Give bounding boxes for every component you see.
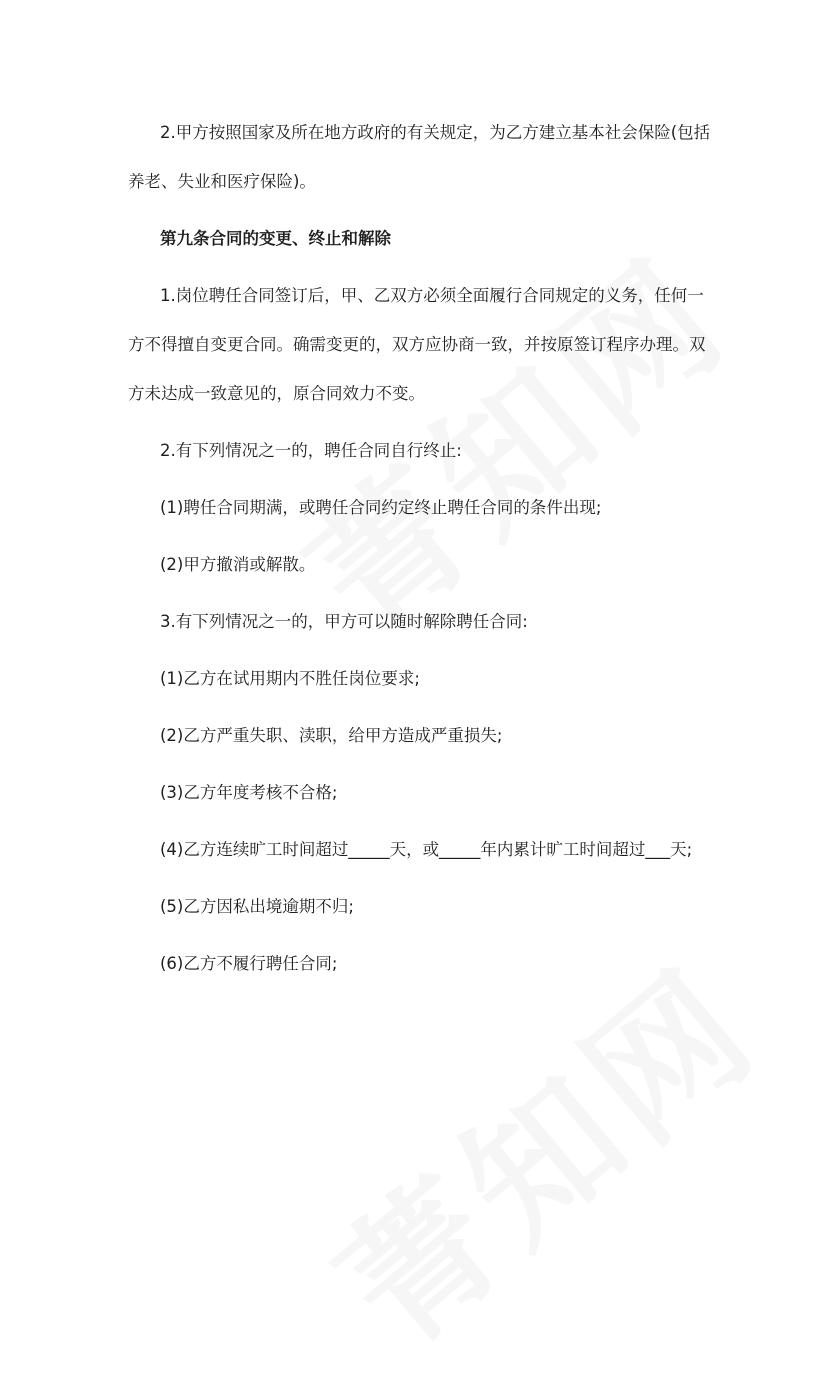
list-item: (2)甲方撤消或解散。 bbox=[160, 555, 316, 574]
list-item: (2)乙方严重失职、渎职，给甲方造成严重损失; bbox=[160, 726, 503, 745]
paragraph-termination-intro: 2.有下列情况之一的，聘任合同自行终止: bbox=[160, 441, 462, 460]
list-item: (3)乙方年度考核不合格; bbox=[160, 783, 338, 802]
list-item: (1)乙方在试用期内不胜任岗位要求; bbox=[160, 669, 420, 688]
paragraph-dismissal-intro: 3.有下列情况之一的，甲方可以随时解除聘任合同: bbox=[160, 612, 528, 631]
paragraph-contract-change: 1.岗位聘任合同签订后，甲、乙双方必须全面履行合同规定的义务，任何一方不得擅自变更合同。确需变更的，双方应协商一致，并按原签订程序办理。双方未达成一致意见的，原合同效力不变。 bbox=[128, 286, 706, 403]
list-item: (5)乙方因私出境逾期不归; bbox=[160, 897, 354, 916]
list-item: (6)乙方不履行聘任合同; bbox=[160, 954, 338, 973]
paragraph-social-insurance: 2.甲方按照国家及所在地方政府的有关规定，为乙方建立基本社会保险(包括养老、失业和医疗保险)。 bbox=[128, 123, 711, 191]
list-item: (4)乙方连续旷工时间超过_____天，或_____年内累计旷工时间超过___天; bbox=[160, 840, 693, 859]
section-heading-article-9: 第九条合同的变更、终止和解除 bbox=[160, 229, 391, 248]
list-item: (1)聘任合同期满，或聘任合同约定终止聘任合同的条件出现; bbox=[160, 498, 602, 517]
document-body bbox=[128, 108, 720, 996]
